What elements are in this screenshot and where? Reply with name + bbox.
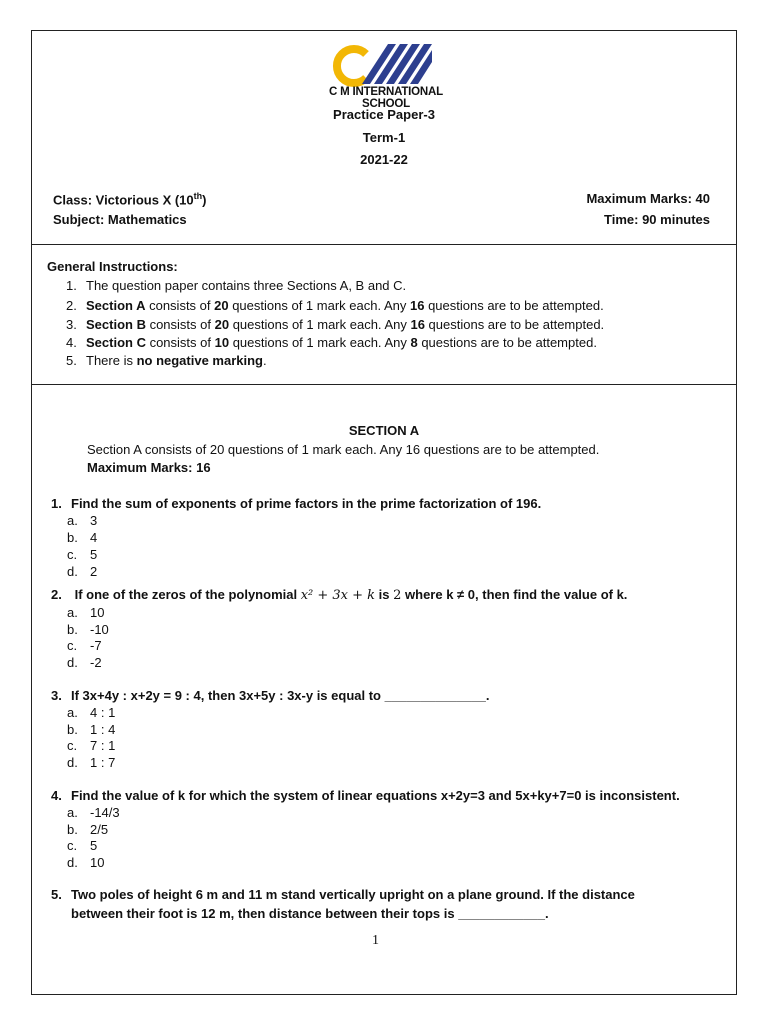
year-label: 2021-22 bbox=[360, 152, 408, 167]
header-divider bbox=[31, 244, 737, 245]
instruction-text: consists of bbox=[145, 298, 215, 313]
option-value: 1 : 7 bbox=[90, 755, 116, 771]
instructions-title: General Instructions: bbox=[47, 259, 178, 274]
instruction-text: consists of bbox=[145, 317, 215, 332]
instruction-text: Section A bbox=[86, 298, 146, 313]
option-value: -7 bbox=[90, 638, 102, 654]
class-label: Class: Victorious X (10th) bbox=[53, 191, 207, 208]
question-4: 4. Find the value of k for which the system of linear equations x+2y=3 and 5x+ky+7=0 is inconsistent. bbox=[51, 788, 680, 803]
instruction-text: 16 bbox=[410, 317, 425, 332]
answer-option bbox=[67, 705, 115, 720]
instruction-text: There is bbox=[86, 353, 137, 368]
option-letter: a. bbox=[67, 705, 78, 720]
option-letter: b. bbox=[67, 821, 78, 837]
option-value: 2/5 bbox=[90, 821, 109, 837]
option-letter: b. bbox=[67, 721, 78, 737]
answer-option bbox=[67, 530, 97, 545]
instruction-text: questions are to be attempted. bbox=[424, 298, 604, 313]
option-letter: d. bbox=[67, 755, 78, 771]
option-letter: c. bbox=[67, 838, 78, 854]
option-letter: c. bbox=[67, 547, 78, 562]
option-value: -14/3 bbox=[90, 805, 120, 820]
answer-option bbox=[67, 838, 97, 853]
instruction-item bbox=[66, 278, 406, 293]
answer-option bbox=[67, 855, 104, 870]
instruction-text: Section B bbox=[86, 317, 146, 332]
option-letter: a. bbox=[67, 605, 78, 620]
instruction-text: 16 bbox=[409, 298, 425, 313]
answer-option bbox=[67, 738, 115, 753]
question-3: 3. If 3x+4y : x+2y = 9 : 4, then 3x+5y : 3x-y is equal to ______________. bbox=[51, 688, 490, 703]
answer-option bbox=[67, 722, 115, 737]
instruction-text: 8 bbox=[410, 335, 418, 350]
answer-option bbox=[67, 655, 102, 670]
option-letter: a. bbox=[67, 513, 78, 528]
instruction-text: . bbox=[263, 353, 267, 368]
answer-option bbox=[67, 638, 102, 653]
question-5: 5. Two poles of height 6 m and 11 m stand vertically upright on a plane ground. If the distance bbox=[51, 887, 635, 902]
instruction-number: 4. bbox=[66, 335, 77, 350]
instruction-text: questions of 1 mark each. Any bbox=[229, 317, 411, 332]
instruction-number: 5. bbox=[66, 353, 77, 368]
instruction-text: questions of 1 mark each. Any bbox=[228, 298, 410, 313]
option-value: 1 : 4 bbox=[90, 721, 116, 737]
option-value: 4 bbox=[90, 530, 98, 545]
question-2: 2. If one of the zeros of the polynomial x² + 3x + k is 2 where k ≠ 0, then find the value of k. bbox=[51, 587, 628, 603]
option-letter: d. bbox=[67, 655, 78, 671]
question-5-line-2: between their foot is 12 m, then distance between their tops is ____________. bbox=[71, 906, 549, 921]
option-letter: c. bbox=[67, 738, 78, 754]
section-title: SECTION A bbox=[348, 423, 420, 438]
option-letter: b. bbox=[67, 621, 78, 637]
answer-option bbox=[67, 513, 97, 528]
term-label: Term-1 bbox=[362, 130, 406, 145]
time-label: Time: 90 minutes bbox=[604, 212, 710, 227]
answer-option bbox=[67, 805, 120, 820]
answer-option bbox=[67, 755, 115, 770]
paper-title: Practice Paper-3 bbox=[333, 107, 435, 122]
option-letter: b. bbox=[67, 530, 78, 545]
instruction-item bbox=[66, 298, 604, 313]
option-value: 5 bbox=[90, 838, 98, 854]
instruction-item bbox=[66, 317, 604, 332]
option-value: 7 : 1 bbox=[90, 738, 116, 754]
logo-c-mark bbox=[337, 49, 366, 83]
instruction-item bbox=[66, 353, 267, 368]
instruction-text: no negative marking bbox=[136, 353, 263, 368]
instruction-text: questions of 1 mark each. Any bbox=[229, 335, 411, 350]
option-letter: d. bbox=[67, 855, 78, 871]
instruction-text: questions are to be attempted. bbox=[417, 335, 597, 350]
instruction-number: 2. bbox=[66, 298, 77, 313]
page-border bbox=[31, 30, 737, 995]
instruction-text: 20 bbox=[214, 298, 229, 313]
option-value: -2 bbox=[90, 655, 102, 671]
question-1: 1. Find the sum of exponents of prime factors in the prime factorization of 196. bbox=[51, 496, 542, 511]
answer-option bbox=[67, 605, 104, 620]
answer-option bbox=[67, 547, 97, 562]
school-name: C M INTERNATIONAL SCHOOL bbox=[329, 86, 443, 110]
answer-option bbox=[67, 564, 97, 579]
option-value: 4 : 1 bbox=[90, 705, 116, 720]
instructions-divider bbox=[31, 384, 737, 385]
instruction-text: The question paper contains three Sections A, B and C. bbox=[86, 278, 407, 293]
option-value: 5 bbox=[90, 547, 98, 562]
option-letter: d. bbox=[67, 564, 78, 579]
instruction-text: questions are to be attempted. bbox=[424, 317, 605, 332]
instruction-text: Section C bbox=[86, 335, 146, 350]
instruction-text: 10 bbox=[214, 335, 230, 350]
option-value: 3 bbox=[90, 513, 98, 528]
subject-label: Subject: Mathematics bbox=[53, 212, 187, 227]
max-marks-label: Maximum Marks: 40 bbox=[586, 191, 710, 206]
instruction-item bbox=[66, 335, 597, 350]
option-value: 10 bbox=[90, 855, 105, 871]
instruction-text: 20 bbox=[214, 317, 230, 332]
instruction-number: 3. bbox=[66, 317, 77, 332]
section-description: Section A consists of 20 questions of 1 mark each. Any 16 questions are to be attempted. bbox=[87, 442, 600, 457]
option-value: 10 bbox=[90, 605, 105, 620]
option-letter: a. bbox=[67, 805, 78, 820]
answer-option bbox=[67, 622, 109, 637]
option-value: 2 bbox=[90, 564, 98, 579]
instruction-text: consists of bbox=[145, 335, 215, 350]
page-number: 1 bbox=[372, 933, 379, 948]
instruction-number: 1. bbox=[66, 278, 77, 293]
option-letter: c. bbox=[67, 638, 78, 654]
section-marks: Maximum Marks: 16 bbox=[87, 460, 211, 475]
option-value: -10 bbox=[90, 621, 109, 637]
answer-option bbox=[67, 822, 108, 837]
